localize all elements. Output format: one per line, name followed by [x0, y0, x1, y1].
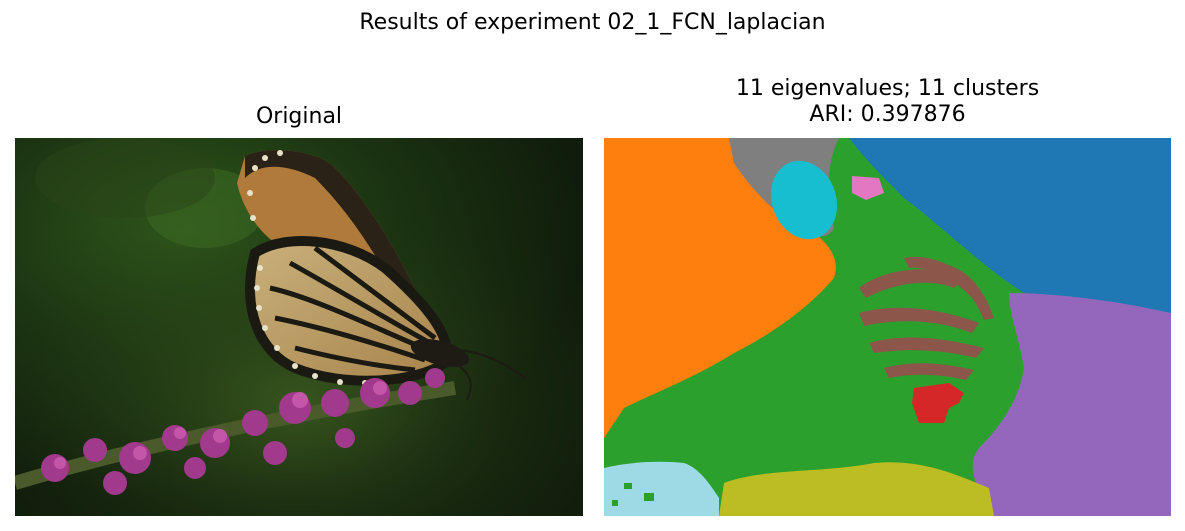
figure-suptitle: Results of experiment 02_1_FCN_laplacian [359, 10, 826, 35]
original-panel-title: Original [255, 104, 343, 129]
segmentation-panel-title [604, 76, 1171, 129]
segmentation-ari-score: ARI: 0.397876 [809, 102, 966, 128]
original-image [15, 138, 583, 516]
segmentation-title-line1: 11 eigenvalues; 11 clusters [735, 76, 1040, 101]
segmentation-map [604, 138, 1171, 516]
